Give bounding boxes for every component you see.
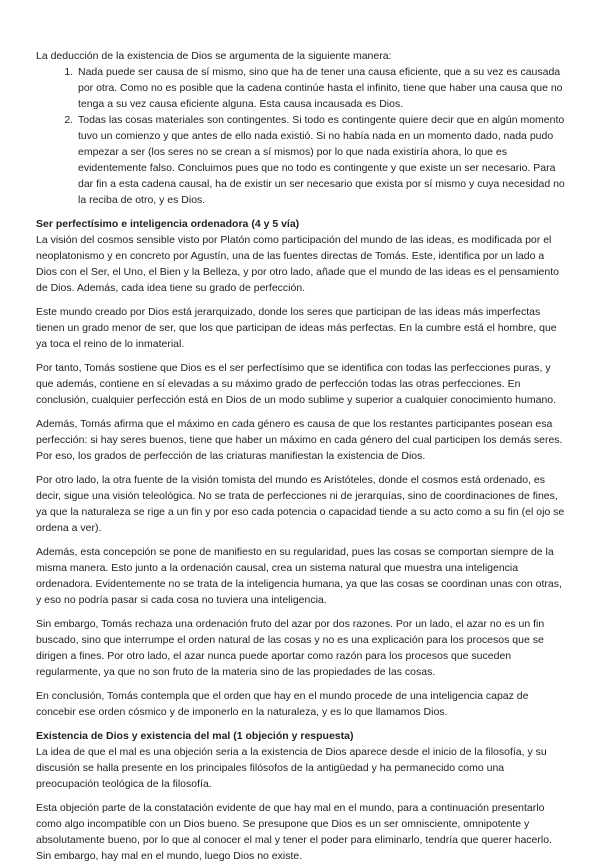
paragraph: Esta objeción parte de la constatación evidente de que hay mal en el mundo, para a continuación presentarlo como algo incompatible con un Dios bueno. Se presupone que Dios es un ser omnisciente, omnipotente y absolutamente bueno, por lo que al conocer el mal y tener el poder para eliminarlo, tendría que querer hacerlo. Sin embargo, hay mal en el mundo, luego Dios no existe. — [36, 802, 552, 862]
paragraph: Este mundo creado por Dios está jerarquizado, donde los seres que participan de las ideas más imperfectas tienen un grado menor de ser, que los que participan de ideas más perfectas. En la cumbre está el hombre, que ya toca el reino de lo inmaterial. — [36, 306, 557, 350]
paragraph: Sin embargo, Tomás rechaza una ordenación fruto del azar por dos razones. Por un lado, el azar no es un fin buscado, sino que interrumpe el orden natural de las cosas y no es una explicación para los procesos que se dirigen a fines. Por otro lado, el azar nunca puede aportar como razón para los procesos que suceden regularmente, ya que no son fruto de la materia sino de las propiedades de las cosas. — [36, 618, 545, 678]
paragraph: La visión del cosmos sensible visto por Platón como participación del mundo de las ideas, es modificada por el neoplatonismo y en concreto por Agustín, una de las fuentes directas de Tomás. Este, identifica por un lado a Dios con el Ser, el Uno, el Bien y la Belleza, y por otro lado, añade que el mundo de las ideas es el pensamiento de Dios. Además, cada idea tiene su grado de perfección. — [36, 234, 559, 294]
section-heading: Existencia de Dios y existencia del mal (1 objeción y respuesta) — [36, 730, 354, 742]
paragraph: Por otro lado, la otra fuente de la visión tomista del mundo es Aristóteles, donde el cosmos está ordenado, es decir, sigue una visión teleológica. No se trata de perfecciones ni de jerarquías, sino de coordinaciones de fines, ya que la naturaleza se rige a un fin y por eso cada potencia o capacidad tiende a su acto como a su fin (el ojo se ordena a ver). — [36, 474, 565, 534]
numbered-list — [36, 64, 568, 208]
list-item: 2. Todas las cosas materiales son contingentes. Si todo es contingente quiere decir que en algún momento tuvo un comienzo y que antes de ello nada existió. Si no había nada en un momento dado, nada pudo empezar a ser (los seres no se crean a sí mismos) por lo que nada existiría ahora, lo que es evidentemente falso. Concluimos pues que no todo es contingente y que existe un ser necesario. Para dar fin a esta cadena causal, ha de existir un ser necesario que exista por sí mismo y cuya necesidad no la reciba de otro, y es Dios. — [76, 112, 568, 208]
intro-paragraph: La deducción de la existencia de Dios se argumenta de la siguiente manera: — [36, 50, 392, 62]
section-heading: Ser perfectísimo e inteligencia ordenadora (4 y 5 vía) — [36, 218, 300, 230]
paragraph: Además, Tomás afirma que el máximo en cada género es causa de que los restantes participantes posean esa perfección: si hay seres buenos, tiene que haber un máximo en cada género del cual participen los demás seres. Por eso, los grados de perfección de las criaturas manifiestan la existencia de Dios. — [36, 418, 563, 462]
paragraph: Por tanto, Tomás sostiene que Dios es el ser perfectísimo que se identifica con todas las perfecciones puras, y que además, contiene en sí elevadas a su máximo grado de perfección todas las otras perfecciones. En conclusión, cualquier perfección está en Dios de un modo sublime y superior a cualquier conocimiento humano. — [36, 362, 557, 406]
paragraph: En conclusión, Tomás contempla que el orden que hay en el mundo procede de una inteligencia capaz de concebir ese orden cósmico y de imponerlo en la naturaleza, y es lo que llamamos Dios. — [36, 690, 529, 718]
paragraph: Además, esta concepción se pone de manifiesto en su regularidad, pues las cosas se comportan siempre de la misma manera. Esto junto a la ordenación causal, crea un sistema natural que muestra una inteligencia ordenadora. Evidentemente no se trata de la inteligencia humana, ya que las cosas se coordinan unas con otras, y eso no podría pasar si cada cosa no tuviera una inteligencia. — [36, 546, 562, 606]
list-item: 1. Nada puede ser causa de sí mismo, sino que ha de tener una causa eficiente, que a su vez es causada por otra. Como no es posible que la cadena continúe hasta el infinito, tiene que haber una causa que no tenga a su vez causa eficiente alguna. Esta causa incausada es Dios. — [76, 64, 568, 112]
paragraph: La idea de que el mal es una objeción seria a la existencia de Dios aparece desde el inicio de la filosofía, y su discusión se halla presente en los principales filósofos de la antigüedad y ha permanecido como una preocupación teológica de la filosofía. — [36, 746, 547, 790]
